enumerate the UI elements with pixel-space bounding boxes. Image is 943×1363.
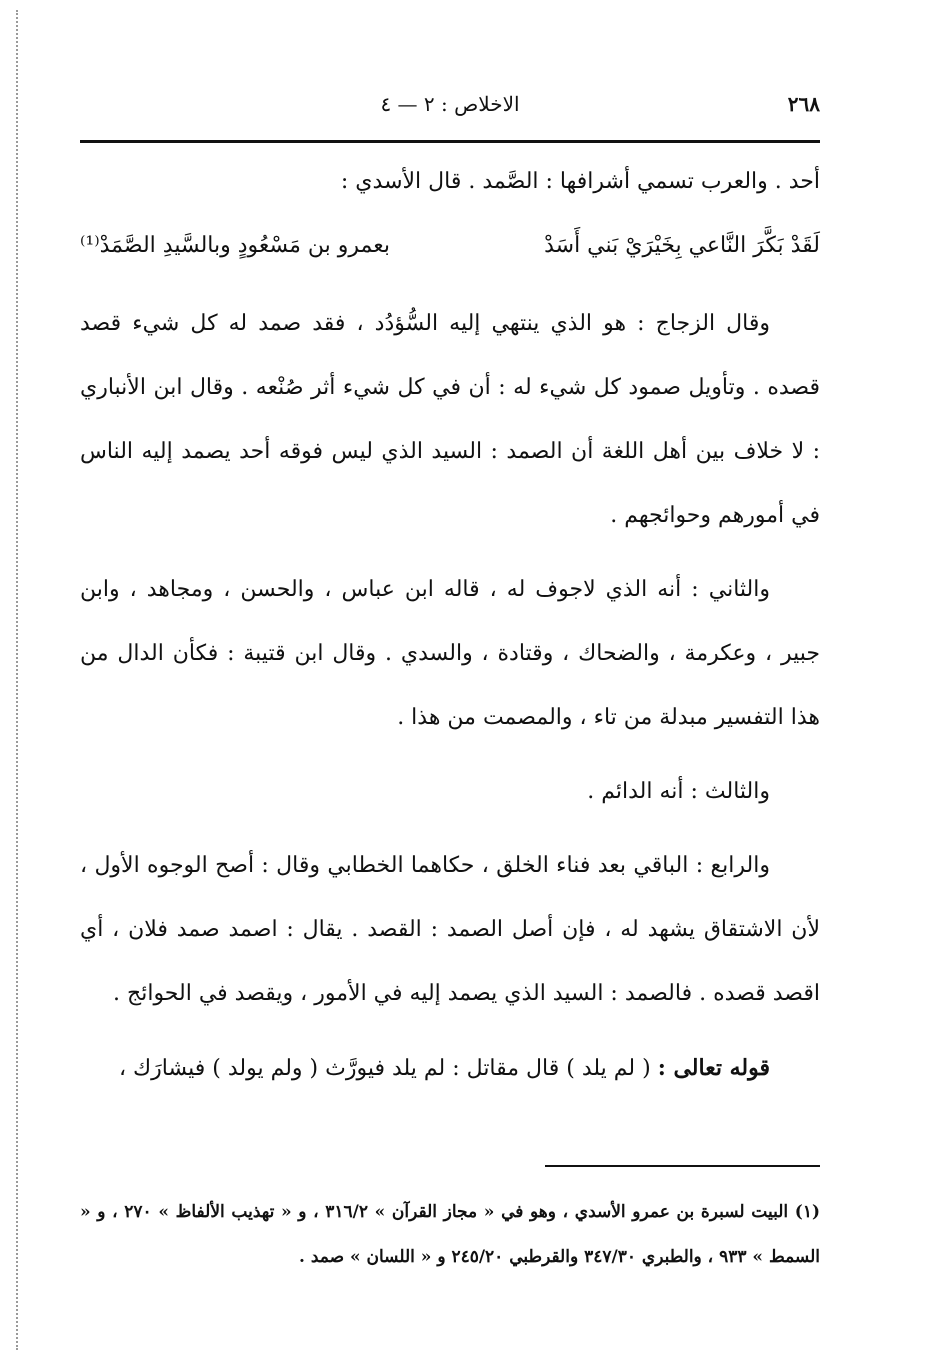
footnotes [80,1190,820,1280]
verse-second-hemistich: بعمرو بن مَسْعُودٍ وبالسَّيدِ الصَّمَدْ⁽¹⁾ [80,233,391,258]
running-title: الاخلاص : ٢ — ٤ [380,92,520,116]
quran-text: ( لم يلد ) قال مقاتل : لم يلد فيورَّث ( ولم يولد ) فيشارَك ، [118,1056,651,1081]
paragraph-intro: أحد . والعرب تسمي أشرافها : الصَّمد . قال الأسدي : [340,169,820,194]
paragraph-fourth-view: والرابع : الباقي بعد فناء الخلق ، حكاهما الخطابي وقال : أصح الوجوه الأول ، لأن الاشتقاق يشهد له ، فإن أصل الصمد : القصد . يقال : اصمد صمد فلان ، أي اقصد قصده . فالصمد : السيد الذي يصمد إليه في الأمور ، ويقصد في الحوائج . [80,853,820,1006]
footnote-rule [545,1165,820,1167]
paragraph-zajjaj: وقال الزجاج : هو الذي ينتهي إليه السُّؤدُد ، فقد صمد له كل شيء قصد قصده . وتأويل صمود كل شيء له : أن في كل شيء أثر صُنْعه . وقال ابن الأنباري : لا خلاف بين أهل اللغة أن الصمد : السيد الذي ليس فوقه أحد يصمد إليه الناس في أمورهم وحوائجهم . [80,311,820,528]
header-rule [80,140,820,143]
paragraph-second-view: والثاني : أنه الذي لاجوف له ، قاله ابن عباس ، والحسن ، ومجاهد ، وابن جبير ، وعكرمة ، والضحاك ، وقتادة ، والسدي . وقال ابن قتيبة : فكأن الدال من هذا التفسير مبدلة من تاء ، والمصمت من هذا . [80,577,820,730]
page-number: ٢٦٨ [787,92,820,116]
main-text [80,150,820,1101]
poetry-verse [80,214,820,278]
verse-first-hemistich: لَقَدْ بَكَّرَ النَّاعي بِخَيْرَيْ بَني أَسَدْ [544,233,820,258]
footnote-1: (١) البيت لسبرة بن عمرو الأسدي ، وهو في « مجاز القرآن » ٣١٦/٢ ، و « تهذيب الألفاظ » ٢٧٠ ، و « السمط » ٩٣٣ ، والطبري ٣٤٧/٣٠ والقرطبي ٢٤٥/٢٠ و « اللسان » صمد . [80,1202,821,1267]
paragraph-quran [80,1036,820,1101]
paragraph-third-view: والثالث : أنه الدائم . [587,779,770,804]
page-header [80,92,820,122]
scan-margin-dots [16,10,18,1350]
quran-label: قوله تعالى : [657,1055,770,1081]
